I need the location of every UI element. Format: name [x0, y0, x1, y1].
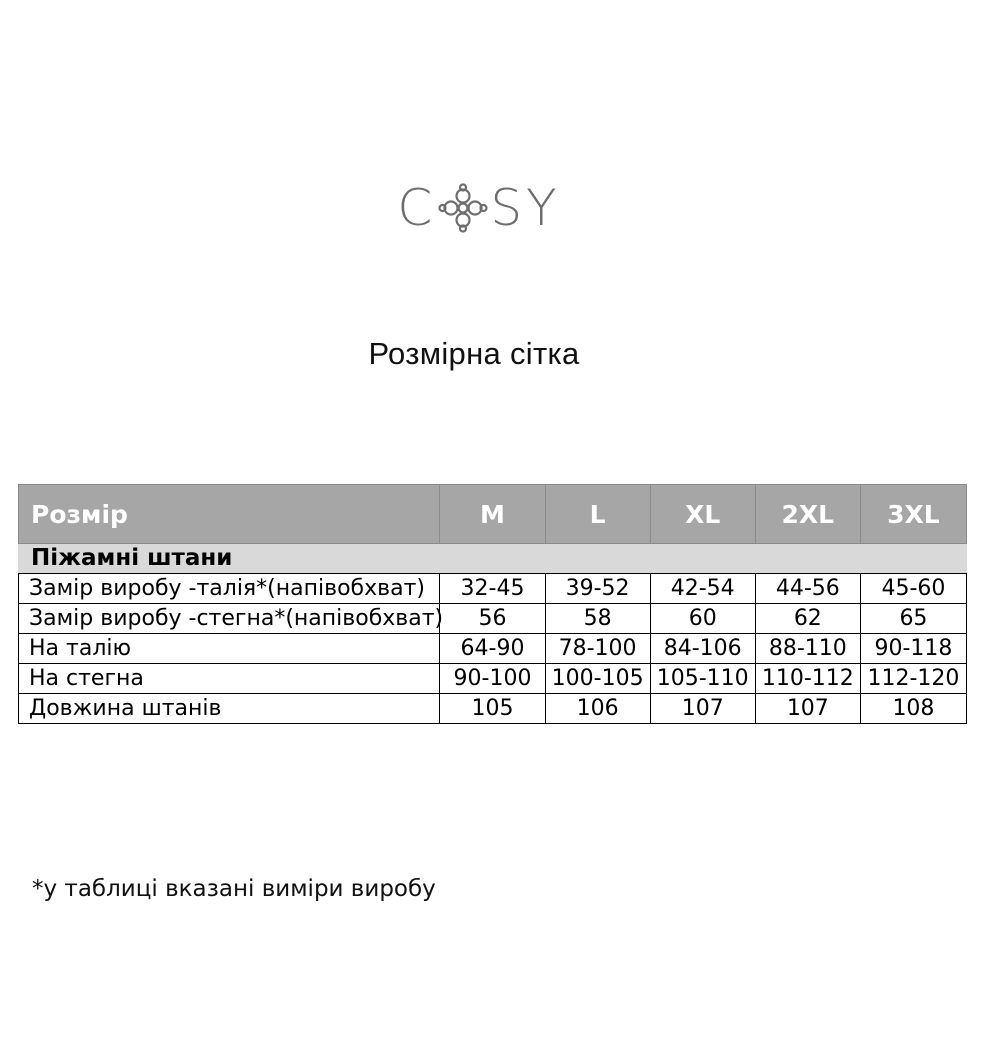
header-size-l: L	[545, 485, 650, 544]
table-cell: 56	[440, 604, 545, 634]
table-cell: 106	[545, 694, 650, 724]
footnote: *у таблиці вказані виміри виробу	[32, 876, 436, 902]
brand-letter-c: C	[397, 179, 437, 237]
table-header-row	[19, 485, 967, 544]
table-cell: 105-110	[650, 664, 755, 694]
table-cell: 107	[755, 694, 860, 724]
table-cell: 60	[650, 604, 755, 634]
table-cell: 100-105	[545, 664, 650, 694]
table-row	[19, 634, 967, 664]
table-cell: 84-106	[650, 634, 755, 664]
row-label: На талію	[19, 634, 440, 664]
row-label: Замір виробу -стегна*(напівобхват)	[19, 604, 440, 634]
table-row	[19, 604, 967, 634]
flower-o-icon	[438, 183, 488, 233]
table-cell: 78-100	[545, 634, 650, 664]
header-size-xl: XL	[650, 485, 755, 544]
table-row	[19, 664, 967, 694]
table-cell: 110-112	[755, 664, 860, 694]
size-table	[18, 484, 967, 724]
row-label: Замір виробу -талія*(напівобхват)	[19, 574, 440, 604]
table-cell: 39-52	[545, 574, 650, 604]
table-cell: 62	[755, 604, 860, 634]
header-size-3xl: 3XL	[860, 485, 966, 544]
table-cell: 32-45	[440, 574, 545, 604]
table-cell: 88-110	[755, 634, 860, 664]
table-cell: 108	[860, 694, 966, 724]
row-label: Довжина штанів	[19, 694, 440, 724]
section-row	[19, 544, 967, 574]
table-cell: 65	[860, 604, 966, 634]
brand-letters-sy: SY	[490, 179, 561, 237]
table-cell: 90-118	[860, 634, 966, 664]
row-label: На стегна	[19, 664, 440, 694]
page-title: Розмірна сітка	[368, 336, 580, 371]
table-cell: 90-100	[440, 664, 545, 694]
table-row	[19, 574, 967, 604]
header-size-m: M	[440, 485, 545, 544]
table-cell: 107	[650, 694, 755, 724]
table-cell: 45-60	[860, 574, 966, 604]
header-size-label: Розмір	[19, 485, 440, 544]
table-cell: 105	[440, 694, 545, 724]
table-cell: 44-56	[755, 574, 860, 604]
brand-logo	[0, 178, 958, 238]
section-title: Піжамні штани	[19, 544, 967, 574]
table-cell: 64-90	[440, 634, 545, 664]
table-cell: 58	[545, 604, 650, 634]
table-cell: 42-54	[650, 574, 755, 604]
table-cell: 112-120	[860, 664, 966, 694]
header-size-2xl: 2XL	[755, 485, 860, 544]
table-row	[19, 694, 967, 724]
